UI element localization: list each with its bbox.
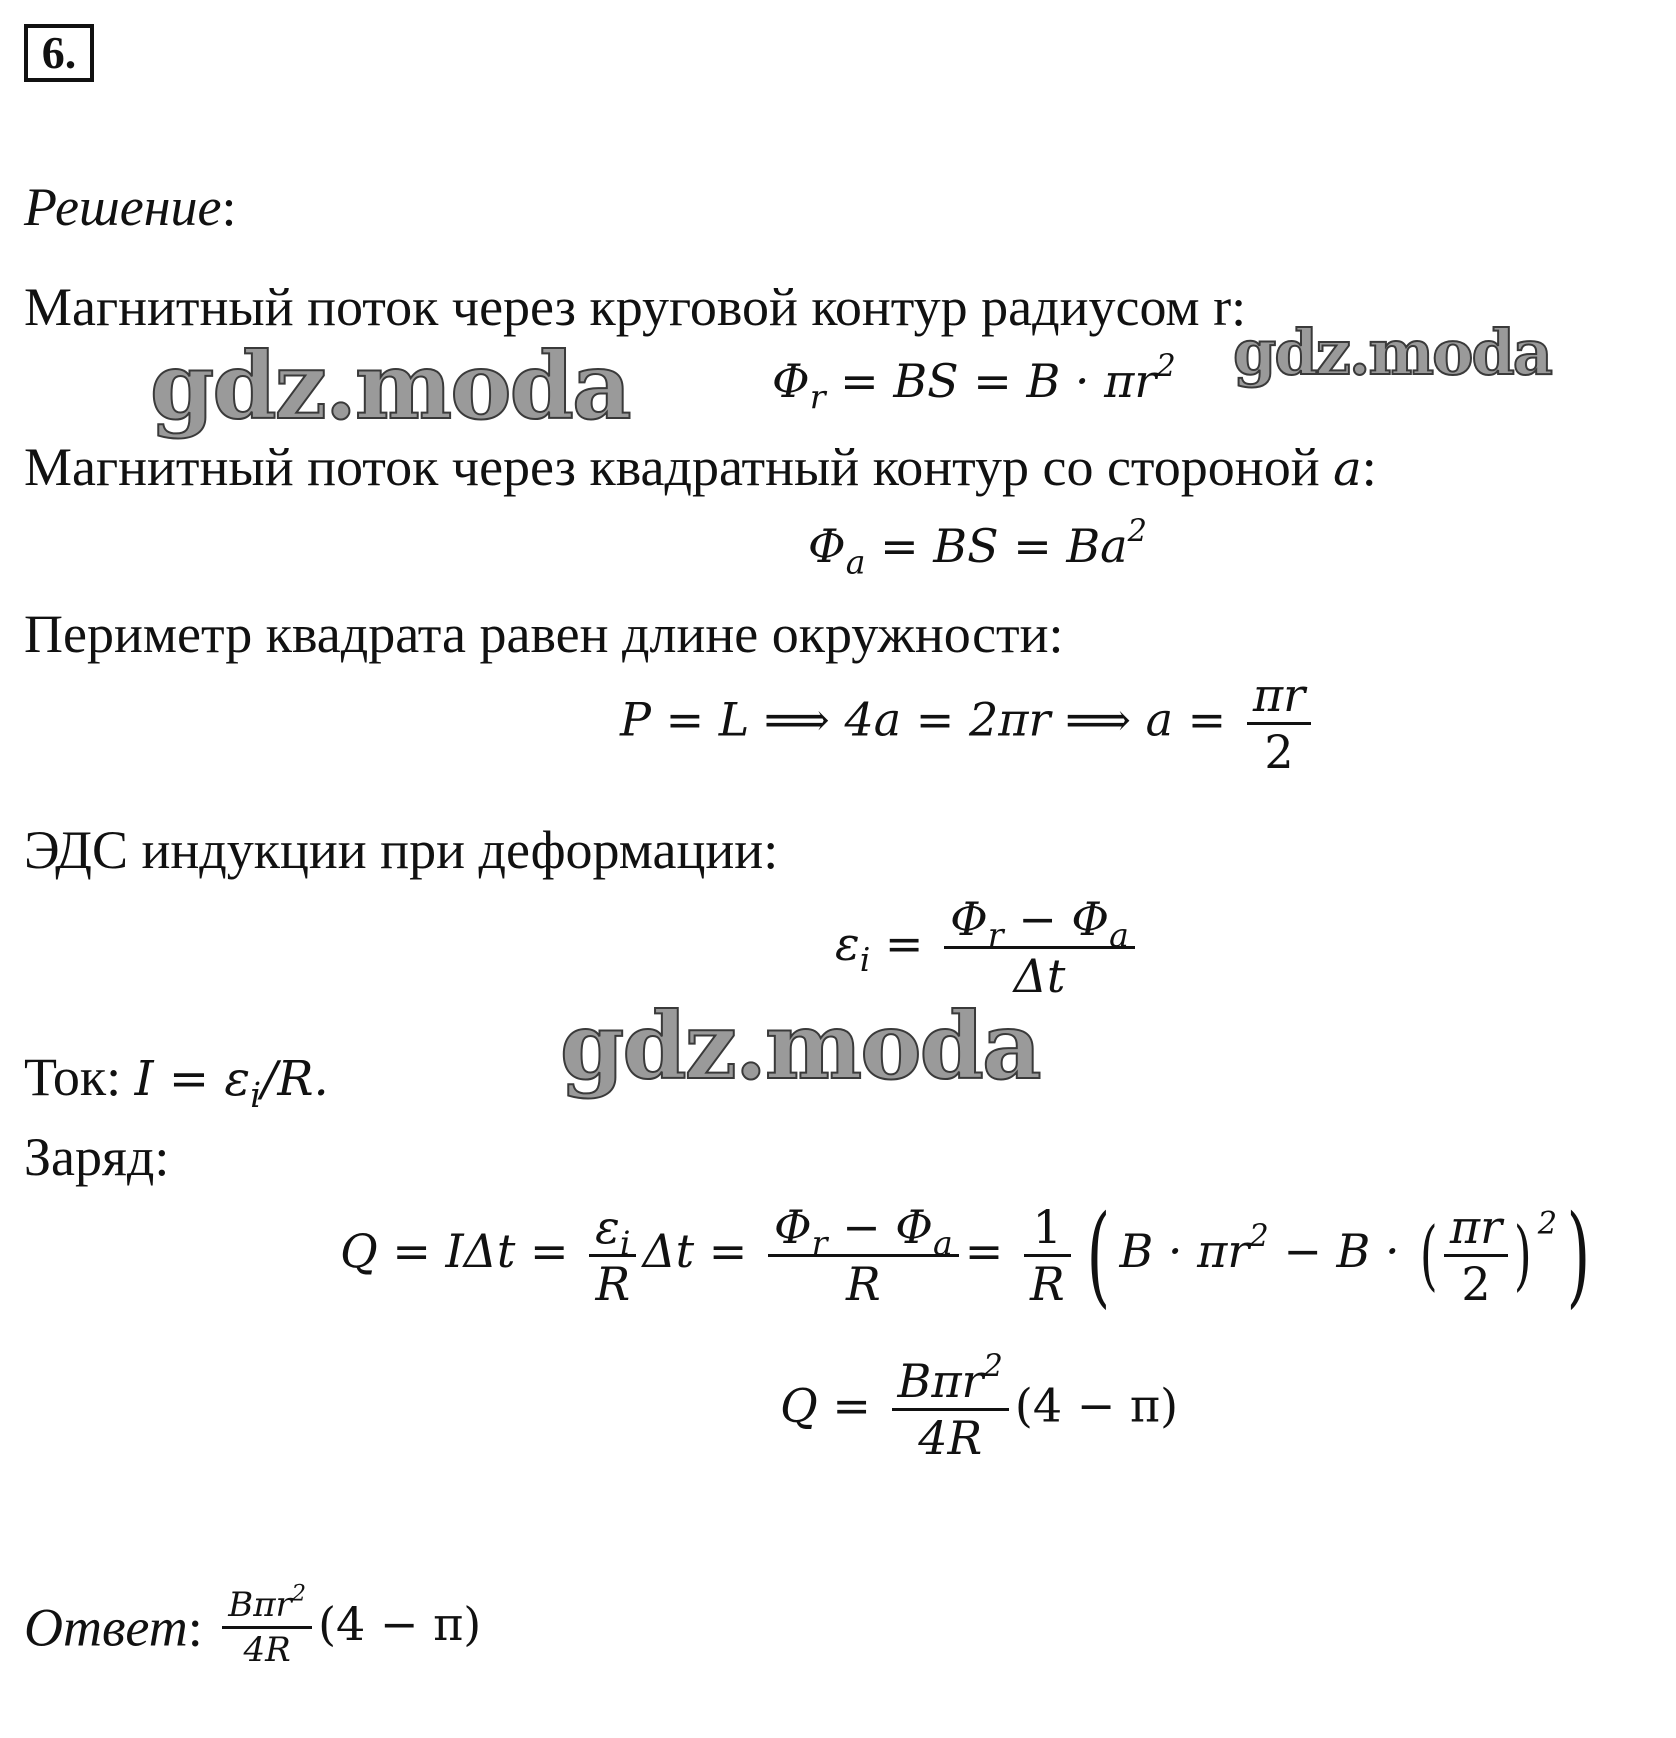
formula-flux-square: $\Phi_a$ = BS = $Ba^2$ <box>808 513 1147 582</box>
text-perimeter: Периметр квадрата равен длине окружности: <box>24 604 1064 664</box>
formula-charge: Q = IΔt = $\frac{\varepsilon_i}{R}$ Δt = $\frac{\Phi_r - \Phi_a}{R}$ = $\frac{1}{R}$ ( $B \cdot \pi r^2 - B$ · ( $\frac{\pi r}{2}$ ) $^2$) <box>340 1191 1591 1319</box>
solution-label: Решение <box>24 177 222 237</box>
text-charge: Заряд: <box>24 1127 170 1187</box>
text-emf: ЭДС индукции при деформации: <box>24 820 779 880</box>
watermark: gdz.moda <box>560 992 1040 1100</box>
fraction-a: $\frac{\pi r}{2}$ <box>1247 672 1311 775</box>
formula-perimeter: P = L ⟹ 4a = 2πr ⟹ a = $\frac{\pi r}{2}$ <box>620 672 1317 775</box>
problem-number: 6. <box>24 24 94 82</box>
formula-result: Q = $\frac{B\pi r^2}{4R}$ (4 − π) <box>780 1348 1179 1465</box>
text-flux-circle: Магнитный поток через круговой контур радиусом r: <box>24 277 1247 337</box>
solution-label-line: Решение: <box>24 177 237 237</box>
formula-emf: $\varepsilon_i$ = $\frac{\Phi_r - \Phi_a}{\Delta t}$ <box>835 896 1141 999</box>
answer-label: Ответ <box>24 1597 188 1658</box>
text-flux-square: Магнитный поток через квадратный контур со стороной a: <box>24 437 1377 497</box>
watermark: gdz.moda <box>1233 316 1551 389</box>
answer-line: Ответ: $\frac{B\pi r^2}{4R}$ (4 − π) <box>24 1580 482 1670</box>
answer-formula: $\frac{B\pi r^2}{4R}$ (4 − π) <box>216 1597 481 1651</box>
text-current: Ток: $I = \varepsilon_i/R$. <box>24 1047 329 1117</box>
watermark: gdz.moda <box>150 332 630 440</box>
formula-flux-circle: $\Phi_r$ = BS = $B \cdot \pi r^2$ <box>772 348 1176 417</box>
fraction-emf: $\frac{\Phi_r - \Phi_a}{\Delta t}$ <box>944 896 1135 999</box>
